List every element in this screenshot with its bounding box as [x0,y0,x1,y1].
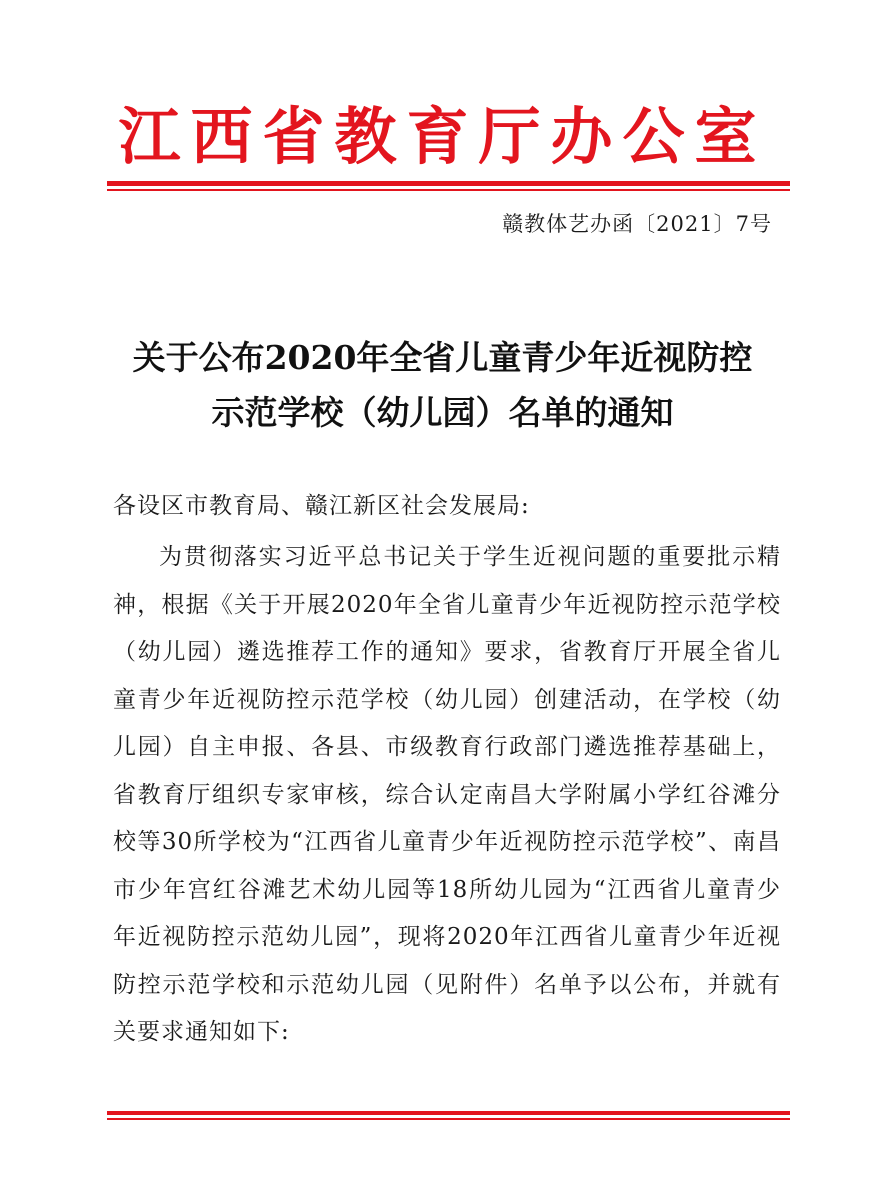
document-number: 赣教体艺办函〔2021〕7号 [502,212,772,236]
body-paragraph: 为贯彻落实习近平总书记关于学生近视问题的重要批示精神，根据《关于开展2020年全省儿童青少年近视防控示范学校（幼儿园）遴选推荐工作的通知》要求，省教育厅开展全省儿童青少年近视防控示范学校（幼儿园）创建活动，在学校（幼儿园）自主申报、各县、市级教育行政部门遴选推荐基础上，省教育厅组织专家审核，综合认定南昌大学附属小学红谷滩分校等30所学校为“江西省儿童青少年近视防控示范学校”、南昌市少年宫红谷滩艺术幼儿园等18所幼儿园为“江西省儿童青少年近视防控示范幼儿园”，现将2020年江西省儿童青少年近视防控示范学校和示范幼儿园（见附件）名单予以公布，并就有关要求通知如下: [113,544,781,1045]
red-rule-top-thin [107,189,790,191]
issuer-heading: 江西省教育厅办公室 [118,100,767,173]
document-title [80,330,805,440]
document-title-line-2: 示范学校（幼儿园）名单的通知 [211,393,674,432]
document-title-line-1: 关于公布2020年全省儿童青少年近视防控 [132,338,753,377]
red-rule-top [107,181,790,186]
red-rule-bottom [107,1111,790,1115]
red-rule-bottom-thin [107,1118,790,1120]
addressee: 各设区市教育局、赣江新区社会发展局: [113,493,530,519]
